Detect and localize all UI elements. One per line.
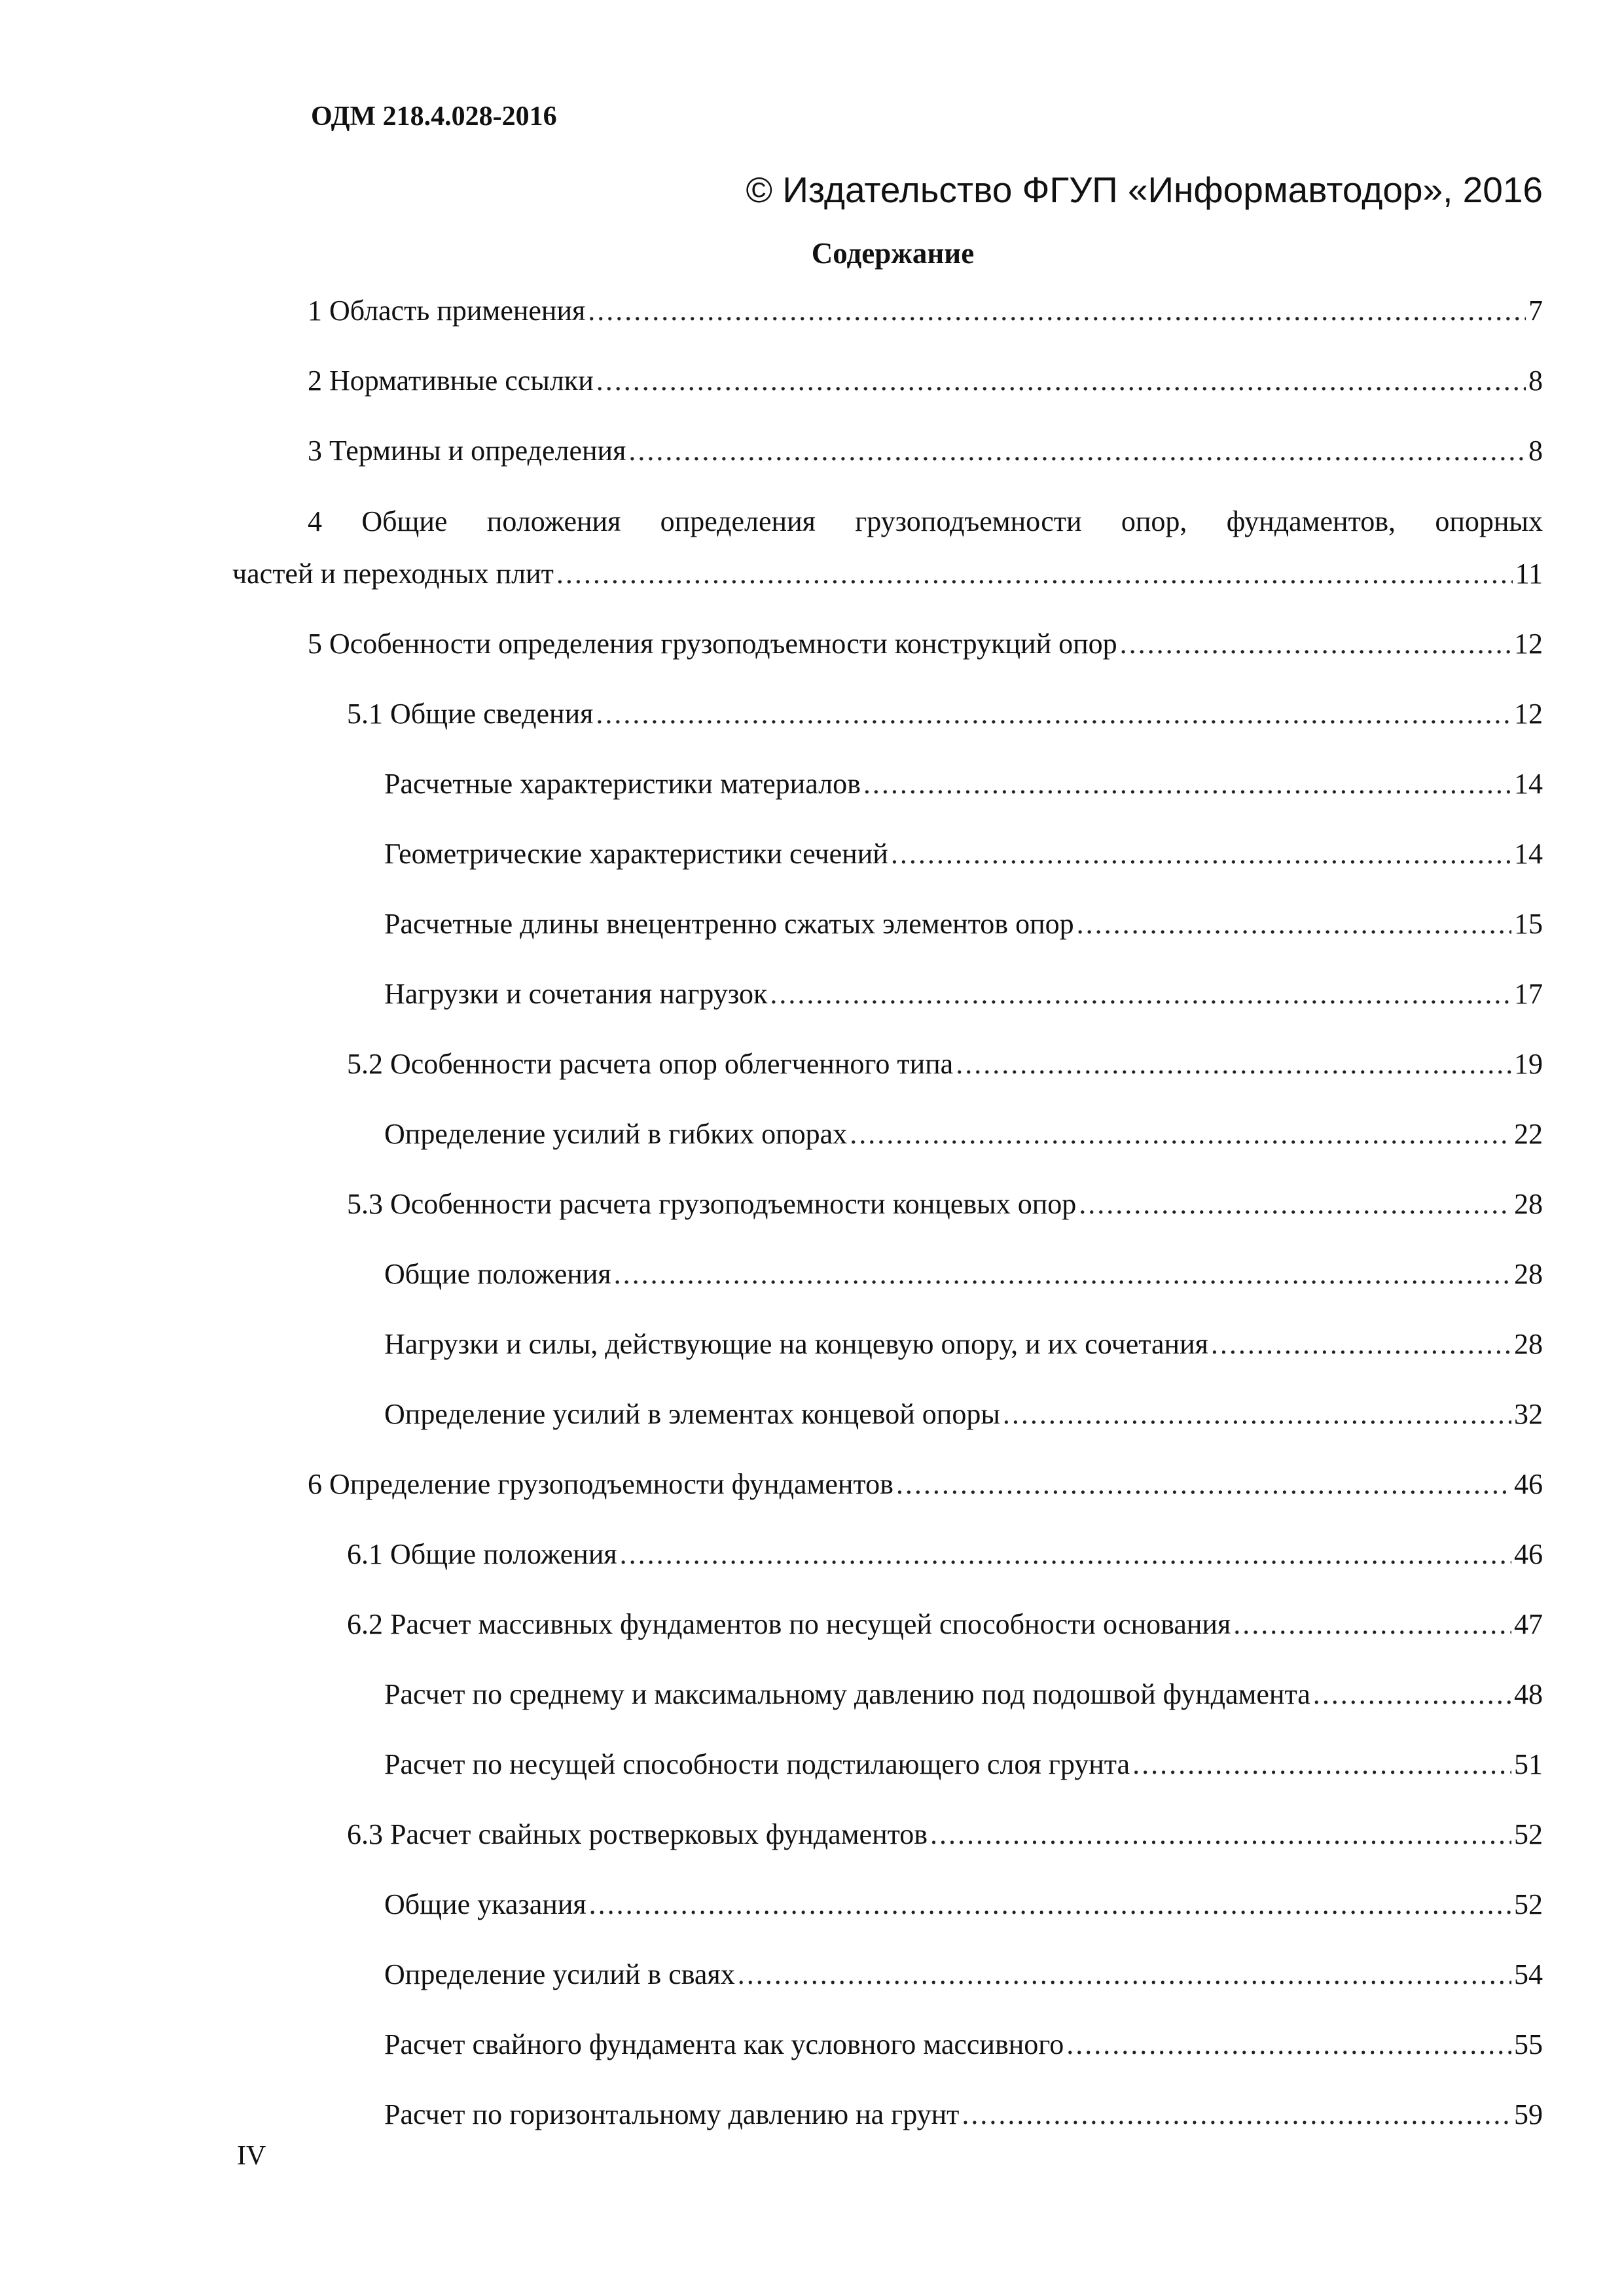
toc-leader-dots [956, 1041, 1511, 1087]
toc-leader-dots [1211, 1321, 1511, 1367]
toc-entry-page: 46 [1514, 1468, 1543, 1500]
toc-entry-label: 5.3 Особенности расчета грузоподъемности концевых опор [347, 1188, 1077, 1220]
toc-leader-dots [1313, 1672, 1511, 1717]
toc-leader-dots [1079, 1181, 1511, 1227]
toc-leader-dots [1233, 1602, 1511, 1647]
page-number: IV [237, 2141, 266, 2171]
toc-entry[interactable] [308, 288, 1543, 334]
toc-entry-label-line1[interactable]: 4 Общие положения определения грузоподъемности опор, фундаментов, опорных [308, 505, 1543, 537]
toc-entry-page: 7 [1528, 295, 1543, 327]
toc-entry-label: Определение усилий в гибких опорах [384, 1118, 848, 1150]
toc-entry-label: 5 Особенности определения грузоподъемности конструкций опор [308, 628, 1117, 660]
toc-entry-page: 47 [1514, 1608, 1543, 1640]
toc-entry[interactable] [384, 1882, 1543, 1928]
toc-leader-dots [1120, 621, 1511, 667]
toc-entry-label: 5.1 Общие сведения [347, 698, 594, 730]
toc-entry-label: Нагрузки и силы, действующие на концевую опору, и их сочетания [384, 1328, 1208, 1360]
toc-entry-label: Расчет по среднему и максимальному давлению под подошвой фундамента [384, 1678, 1310, 1710]
toc-entry-label: частей и переходных плит [232, 558, 554, 590]
toc-entry-label: 2 Нормативные ссылки [308, 365, 594, 397]
toc-entry[interactable] [384, 1672, 1543, 1717]
toc-entry[interactable] [347, 1041, 1543, 1087]
toc-entry-page: 32 [1514, 1398, 1543, 1430]
toc-entry-page: 28 [1514, 1328, 1543, 1360]
toc-leader-dots [863, 761, 1511, 807]
toc-entry-page: 28 [1514, 1188, 1543, 1220]
toc-leader-dots [614, 1251, 1511, 1297]
toc-entry[interactable] [384, 971, 1543, 1017]
toc-leader-dots [850, 1111, 1511, 1157]
toc-entry[interactable] [308, 428, 1543, 474]
toc-entry-page: 55 [1514, 2028, 1543, 2060]
toc-entry-page: 17 [1514, 978, 1543, 1010]
toc-entry-label: 6 Определение грузоподъемности фундаментов [308, 1468, 893, 1500]
toc-entry-page: 15 [1514, 908, 1543, 940]
toc-leader-dots [596, 691, 1511, 737]
toc-entry[interactable] [347, 1532, 1543, 1577]
toc-entry-label: 6.1 Общие положения [347, 1538, 617, 1570]
copyright-notice: © Издательство ФГУП «Информавтодор», 2016 [746, 170, 1543, 210]
toc-entry-page: 52 [1514, 1818, 1543, 1850]
toc-entry[interactable] [232, 551, 1543, 597]
toc-leader-dots [770, 971, 1511, 1017]
toc-entry-page: 14 [1514, 768, 1543, 800]
toc-leader-dots [628, 428, 1526, 474]
toc-entry-page: 8 [1528, 435, 1543, 467]
toc-leader-dots [1077, 901, 1511, 947]
toc-entry[interactable] [308, 621, 1543, 667]
toc-leader-dots [962, 2092, 1511, 2138]
toc-entry[interactable] [384, 831, 1543, 877]
toc-entry[interactable] [384, 1111, 1543, 1157]
toc-entry[interactable] [384, 761, 1543, 807]
toc-entry[interactable] [384, 2092, 1543, 2138]
toc-entry-label: Общие указания [384, 1888, 586, 1920]
toc-leader-dots [596, 358, 1526, 404]
toc-entry-page: 12 [1514, 628, 1543, 660]
toc-entry-label: Расчетные характеристики материалов [384, 768, 861, 800]
toc-entry-label: Нагрузки и сочетания нагрузок [384, 978, 768, 1010]
toc-entry-label: Расчетные длины внецентренно сжатых элементов опор [384, 908, 1074, 940]
toc-leader-dots [896, 1462, 1511, 1507]
toc-entry[interactable] [308, 1462, 1543, 1507]
toc-entry-label: Определение усилий в сваях [384, 1958, 735, 1990]
toc-entry-page: 59 [1514, 2098, 1543, 2130]
toc-leader-dots [556, 551, 1513, 597]
toc-entry-page: 12 [1514, 698, 1543, 730]
toc-entry-page: 8 [1528, 365, 1543, 397]
toc-entry-label: Расчет по несущей способности подстилающего слоя грунта [384, 1748, 1130, 1780]
toc-entry-label: Общие положения [384, 1258, 611, 1290]
toc-entry-page: 19 [1514, 1048, 1543, 1080]
toc-entry-page: 46 [1514, 1538, 1543, 1570]
toc-leader-dots [1132, 1742, 1511, 1787]
toc-entry[interactable] [384, 1742, 1543, 1787]
toc-entry-page: 48 [1514, 1678, 1543, 1710]
toc-leader-dots [588, 288, 1526, 334]
toc-entry-page: 51 [1514, 1748, 1543, 1780]
toc-leader-dots [738, 1952, 1511, 1998]
toc-entry-label: Определение усилий в элементах концевой опоры [384, 1398, 1000, 1430]
toc-entry[interactable] [347, 1181, 1543, 1227]
toc-entry-label: 6.2 Расчет массивных фундаментов по несущей способности основания [347, 1608, 1231, 1640]
toc-title: Содержание [811, 237, 975, 270]
toc-entry-page: 11 [1515, 558, 1543, 590]
toc-leader-dots [1003, 1391, 1511, 1437]
toc-entry-label: 1 Область применения [308, 295, 586, 327]
document-code: ОДМ 218.4.028-2016 [311, 101, 557, 132]
toc-entry-page: 28 [1514, 1258, 1543, 1290]
toc-entry[interactable] [384, 1251, 1543, 1297]
toc-entry[interactable] [308, 358, 1543, 404]
toc-entry-label: Геометрические характеристики сечений [384, 838, 888, 870]
toc-entry[interactable] [384, 1321, 1543, 1367]
toc-entry-page: 54 [1514, 1958, 1543, 1990]
toc-leader-dots [891, 831, 1511, 877]
toc-entry[interactable] [347, 1602, 1543, 1647]
toc-leader-dots [930, 1812, 1511, 1857]
toc-entry-label: 6.3 Расчет свайных ростверковых фундаментов [347, 1818, 928, 1850]
toc-entry-label: Расчет свайного фундамента как условного массивного [384, 2028, 1064, 2060]
toc-leader-dots [1066, 2022, 1511, 2068]
toc-entry-label: 3 Термины и определения [308, 435, 626, 467]
toc-entry[interactable] [384, 1391, 1543, 1437]
toc-entry-page: 14 [1514, 838, 1543, 870]
toc-entry[interactable] [347, 691, 1543, 737]
toc-entry[interactable] [384, 2022, 1543, 2068]
toc-leader-dots [620, 1532, 1511, 1577]
toc-entry[interactable] [384, 1952, 1543, 1998]
toc-entry-page: 22 [1514, 1118, 1543, 1150]
toc-entry-page: 52 [1514, 1888, 1543, 1920]
toc-leader-dots [589, 1882, 1511, 1928]
toc-entry[interactable] [384, 901, 1543, 947]
toc-entry[interactable] [347, 1812, 1543, 1857]
toc-entry-label: Расчет по горизонтальному давлению на грунт [384, 2098, 960, 2130]
toc-entry-label: 5.2 Особенности расчета опор облегченного типа [347, 1048, 954, 1080]
